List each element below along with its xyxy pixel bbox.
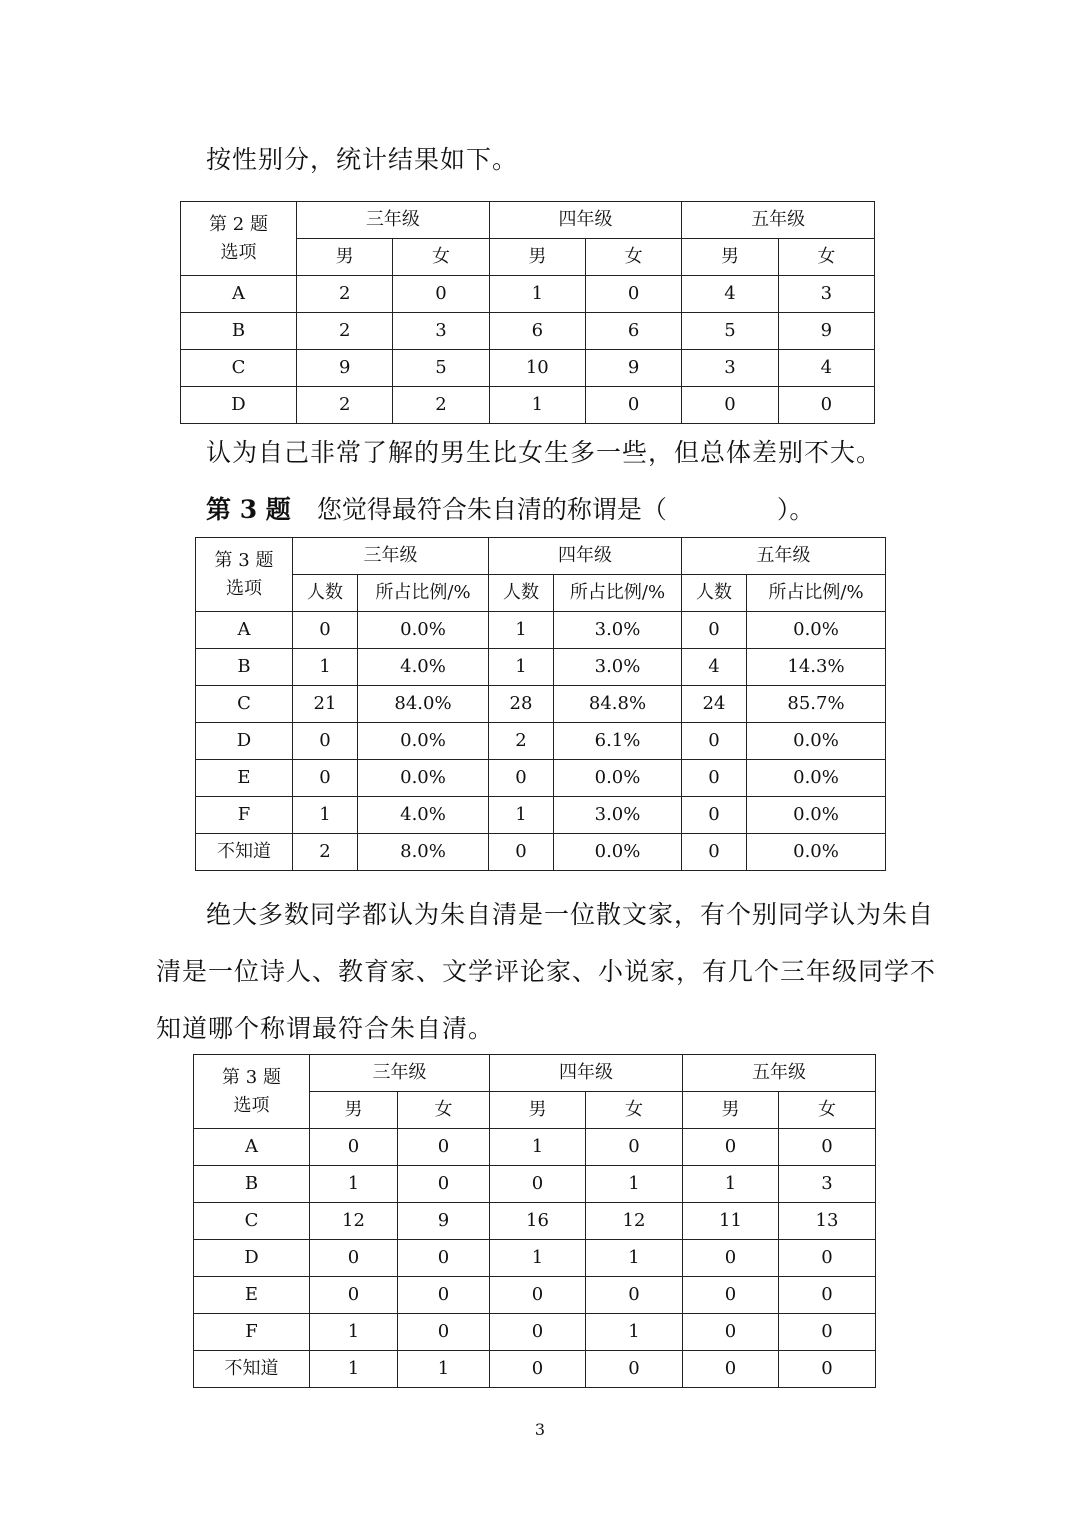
table-row [194,1351,876,1388]
option-cell: D [181,387,297,424]
subheader-cell: 男 [683,1092,779,1129]
value-cell: 0 [585,387,681,424]
value-cell: 8.0% [358,834,489,871]
value-cell: 4 [778,350,874,387]
value-cell: 1 [489,387,585,424]
q3-conclusion-line3: 知道哪个称谓最符合朱自清。 [156,1014,495,1043]
value-cell: 1 [310,1166,398,1203]
value-cell: 0 [586,1277,683,1314]
table-row [181,387,875,424]
value-cell: 0 [310,1277,398,1314]
value-cell: 1 [310,1351,398,1388]
value-cell: 1 [293,797,358,834]
header-row-grades [194,1055,876,1092]
value-cell: 1 [489,276,585,313]
option-cell: A [181,276,297,313]
value-cell: 0 [682,834,747,871]
corner-header-cell [181,202,297,276]
value-cell: 0 [398,1166,490,1203]
option-cell: 不知道 [196,834,293,871]
question-3-close: ）。 [776,495,815,524]
value-cell: 0.0% [554,760,682,797]
value-cell: 1 [489,649,554,686]
value-cell: 6 [489,313,585,350]
value-cell: 1 [683,1166,779,1203]
option-cell: 不知道 [194,1351,310,1388]
value-cell: 11 [683,1203,779,1240]
value-cell: 4.0% [358,797,489,834]
table-row [194,1277,876,1314]
value-cell: 0 [398,1314,490,1351]
subheader-cell: 人数 [293,575,358,612]
value-cell: 0 [683,1351,779,1388]
value-cell: 0.0% [747,612,886,649]
grade-header-cell: 三年级 [297,202,490,239]
value-cell: 0 [398,1277,490,1314]
value-cell: 21 [293,686,358,723]
value-cell: 4 [682,649,747,686]
value-cell: 0 [490,1351,586,1388]
option-cell: E [194,1277,310,1314]
value-cell: 14.3% [747,649,886,686]
subheader-cell: 女 [585,239,681,276]
q3-conclusion-line1: 绝大多数同学都认为朱自清是一位散文家，有个别同学认为朱自 [206,900,935,929]
subheader-cell: 女 [778,239,874,276]
subheader-cell: 女 [398,1092,490,1129]
option-cell: B [181,313,297,350]
value-cell: 1 [586,1166,683,1203]
value-cell: 0 [779,1314,876,1351]
option-cell: D [196,723,293,760]
q3-conclusion-line2: 清是一位诗人、教育家、文学评论家、小说家，有几个三年级同学不 [156,957,937,986]
value-cell: 2 [393,387,489,424]
option-cell: C [196,686,293,723]
value-cell: 0 [778,387,874,424]
subheader-cell: 所占比例/% [554,575,682,612]
value-cell: 0 [490,1314,586,1351]
value-cell: 0 [682,760,747,797]
header-row-subheaders [196,575,886,612]
option-cell: E [196,760,293,797]
option-cell: D [194,1240,310,1277]
value-cell: 1 [586,1240,683,1277]
value-cell: 0 [682,797,747,834]
q3-ratio-table [195,537,886,871]
value-cell: 0 [682,387,778,424]
value-cell: 9 [398,1203,490,1240]
option-cell: A [196,612,293,649]
value-cell: 3 [778,276,874,313]
subheader-cell: 男 [297,239,393,276]
subheader-cell: 女 [586,1092,683,1129]
grade-header-cell: 五年级 [683,1055,876,1092]
value-cell: 0.0% [747,760,886,797]
value-cell: 1 [489,612,554,649]
value-cell: 12 [586,1203,683,1240]
subheader-cell: 人数 [682,575,747,612]
value-cell: 1 [490,1129,586,1166]
value-cell: 9 [585,350,681,387]
value-cell: 0 [489,760,554,797]
value-cell: 0 [293,760,358,797]
value-cell: 0 [682,723,747,760]
option-label: 选项 [226,577,262,599]
value-cell: 0.0% [747,797,886,834]
value-cell: 85.7% [747,686,886,723]
value-cell: 3.0% [554,612,682,649]
value-cell: 2 [297,276,393,313]
value-cell: 0.0% [358,760,489,797]
value-cell: 2 [293,834,358,871]
gender-intro-paragraph: 按性别分，统计结果如下。 [206,145,519,174]
grade-header-cell: 四年级 [489,538,682,575]
value-cell: 16 [490,1203,586,1240]
value-cell: 2 [489,723,554,760]
value-cell: 1 [293,649,358,686]
header-row-grades [196,538,886,575]
value-cell: 1 [490,1240,586,1277]
value-cell: 5 [682,313,778,350]
value-cell: 9 [778,313,874,350]
question-3-heading [206,490,814,530]
corner-header-cell [196,538,293,612]
value-cell: 0 [293,612,358,649]
value-cell: 3 [393,313,489,350]
grade-header-cell: 三年级 [310,1055,490,1092]
table-row [194,1166,876,1203]
option-cell: A [194,1129,310,1166]
value-cell: 0 [683,1277,779,1314]
table-row [196,723,886,760]
value-cell: 0.0% [747,723,886,760]
question-label: 第 3 题 [214,549,274,571]
q2-gender-table [180,201,875,424]
value-cell: 5 [393,350,489,387]
question-3-text: 您觉得最符合朱自清的称谓是（ [316,495,667,524]
table-row [194,1314,876,1351]
value-cell: 12 [310,1203,398,1240]
value-cell: 1 [489,797,554,834]
value-cell: 13 [779,1203,876,1240]
value-cell: 0 [398,1240,490,1277]
subheader-cell: 人数 [489,575,554,612]
table-row [196,760,886,797]
value-cell: 9 [297,350,393,387]
value-cell: 0 [586,1129,683,1166]
table-row [181,276,875,313]
grade-header-cell: 三年级 [293,538,489,575]
value-cell: 0 [393,276,489,313]
value-cell: 0 [585,276,681,313]
subheader-cell: 男 [310,1092,398,1129]
table-row [181,313,875,350]
subheader-cell: 女 [393,239,489,276]
question-3-number: 第 3 题 [206,495,291,524]
table-row [196,834,886,871]
value-cell: 1 [310,1314,398,1351]
value-cell: 0 [398,1129,490,1166]
option-cell: C [181,350,297,387]
value-cell: 2 [297,313,393,350]
option-cell: B [194,1166,310,1203]
subheader-cell: 所占比例/% [358,575,489,612]
value-cell: 0.0% [358,723,489,760]
value-cell: 0.0% [358,612,489,649]
value-cell: 0 [489,834,554,871]
value-cell: 0.0% [554,834,682,871]
q3-gender-table [193,1054,876,1388]
subheader-cell: 男 [489,239,585,276]
value-cell: 84.0% [358,686,489,723]
option-label: 选项 [220,241,257,263]
value-cell: 4.0% [358,649,489,686]
table-row [181,350,875,387]
value-cell: 84.8% [554,686,682,723]
value-cell: 4 [682,276,778,313]
value-cell: 0 [779,1129,876,1166]
value-cell: 0 [683,1129,779,1166]
table-row [194,1240,876,1277]
option-label: 选项 [233,1094,270,1116]
grade-header-cell: 四年级 [490,1055,683,1092]
value-cell: 3.0% [554,797,682,834]
value-cell: 2 [297,387,393,424]
option-cell: B [196,649,293,686]
value-cell: 28 [489,686,554,723]
option-cell: F [194,1314,310,1351]
table-row [196,612,886,649]
value-cell: 0 [683,1240,779,1277]
value-cell: 0 [683,1314,779,1351]
value-cell: 0.0% [747,834,886,871]
corner-header-cell [194,1055,310,1129]
option-cell: C [194,1203,310,1240]
table-row [196,797,886,834]
subheader-cell: 男 [682,239,778,276]
value-cell: 0 [682,612,747,649]
value-cell: 24 [682,686,747,723]
value-cell: 3.0% [554,649,682,686]
table-row [194,1129,876,1166]
table-row [196,649,886,686]
value-cell: 0 [310,1240,398,1277]
question-label: 第 2 题 [209,213,268,235]
value-cell: 0 [586,1351,683,1388]
value-cell: 0 [779,1277,876,1314]
value-cell: 3 [779,1166,876,1203]
header-row-grades [181,202,875,239]
grade-header-cell: 四年级 [489,202,682,239]
value-cell: 0 [310,1129,398,1166]
subheader-cell: 男 [490,1092,586,1129]
question-label: 第 3 题 [222,1066,281,1088]
value-cell: 10 [489,350,585,387]
option-cell: F [196,797,293,834]
value-cell: 1 [586,1314,683,1351]
grade-header-cell: 五年级 [682,538,886,575]
table-row [194,1203,876,1240]
value-cell: 0 [490,1277,586,1314]
value-cell: 0 [490,1166,586,1203]
value-cell: 0 [293,723,358,760]
value-cell: 0 [779,1351,876,1388]
table-row [196,686,886,723]
subheader-cell: 女 [779,1092,876,1129]
page-number: 3 [534,1420,546,1439]
value-cell: 0 [779,1240,876,1277]
grade-header-cell: 五年级 [682,202,875,239]
value-cell: 3 [682,350,778,387]
value-cell: 1 [398,1351,490,1388]
subheader-cell: 所占比例/% [747,575,886,612]
value-cell: 6.1% [554,723,682,760]
value-cell: 6 [585,313,681,350]
q2-conclusion-paragraph: 认为自己非常了解的男生比女生多一些，但总体差别不大。 [206,438,883,467]
